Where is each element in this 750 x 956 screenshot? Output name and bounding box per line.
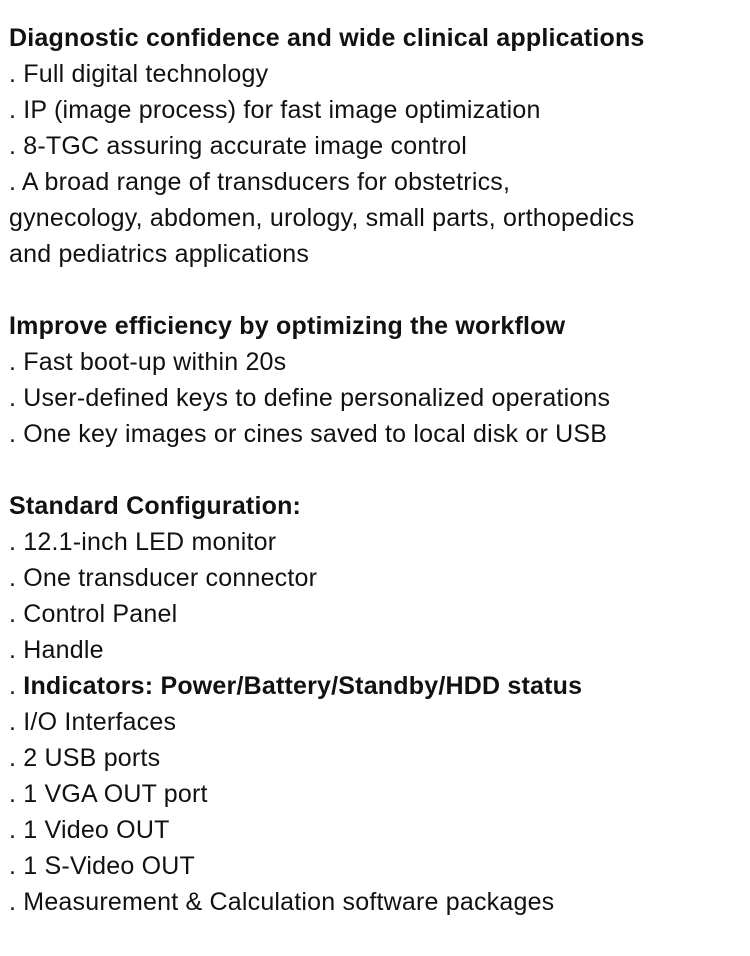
list-item: . Full digital technology <box>9 60 269 88</box>
list-item: . 2 USB ports <box>9 744 161 772</box>
section-efficiency <box>9 308 744 452</box>
list-item: . Fast boot-up within 20s <box>9 348 287 376</box>
list-item: . Measurement & Calculation software packages <box>9 888 555 916</box>
list-item-prefix: . <box>9 672 24 700</box>
list-item: . I/O Interfaces <box>9 708 177 736</box>
list-item: . One transducer connector <box>9 564 318 592</box>
list-item: . IP (image process) for fast image optimization <box>9 96 541 124</box>
section-standard-configuration <box>9 488 744 920</box>
list-item: . 1 S-Video OUT <box>9 852 195 880</box>
list-item: . User-defined keys to define personalized operations <box>9 384 611 412</box>
section-heading: Standard Configuration: <box>9 492 302 520</box>
list-item: . 12.1-inch LED monitor <box>9 528 277 556</box>
indicators-text: Indicators: Power/Battery/Standby/HDD status <box>23 672 583 700</box>
section-diagnostic <box>9 20 744 272</box>
section-heading: Diagnostic confidence and wide clinical applications <box>9 24 645 52</box>
list-item: . 8-TGC assuring accurate image control <box>9 132 467 160</box>
spec-document <box>9 20 744 956</box>
section-heading: Improve efficiency by optimizing the workflow <box>9 312 566 340</box>
list-item-indicators <box>9 668 744 704</box>
list-item: . 1 VGA OUT port <box>9 780 208 808</box>
list-item-continuation: and pediatrics applications <box>9 240 310 268</box>
list-item: . 1 Video OUT <box>9 816 170 844</box>
list-item: . A broad range of transducers for obstetrics, <box>9 168 511 196</box>
list-item-continuation: gynecology, abdomen, urology, small parts, orthopedics <box>9 204 635 232</box>
list-item: . Handle <box>9 636 104 664</box>
list-item: . Control Panel <box>9 600 178 628</box>
list-item: . One key images or cines saved to local disk or USB <box>9 420 608 448</box>
